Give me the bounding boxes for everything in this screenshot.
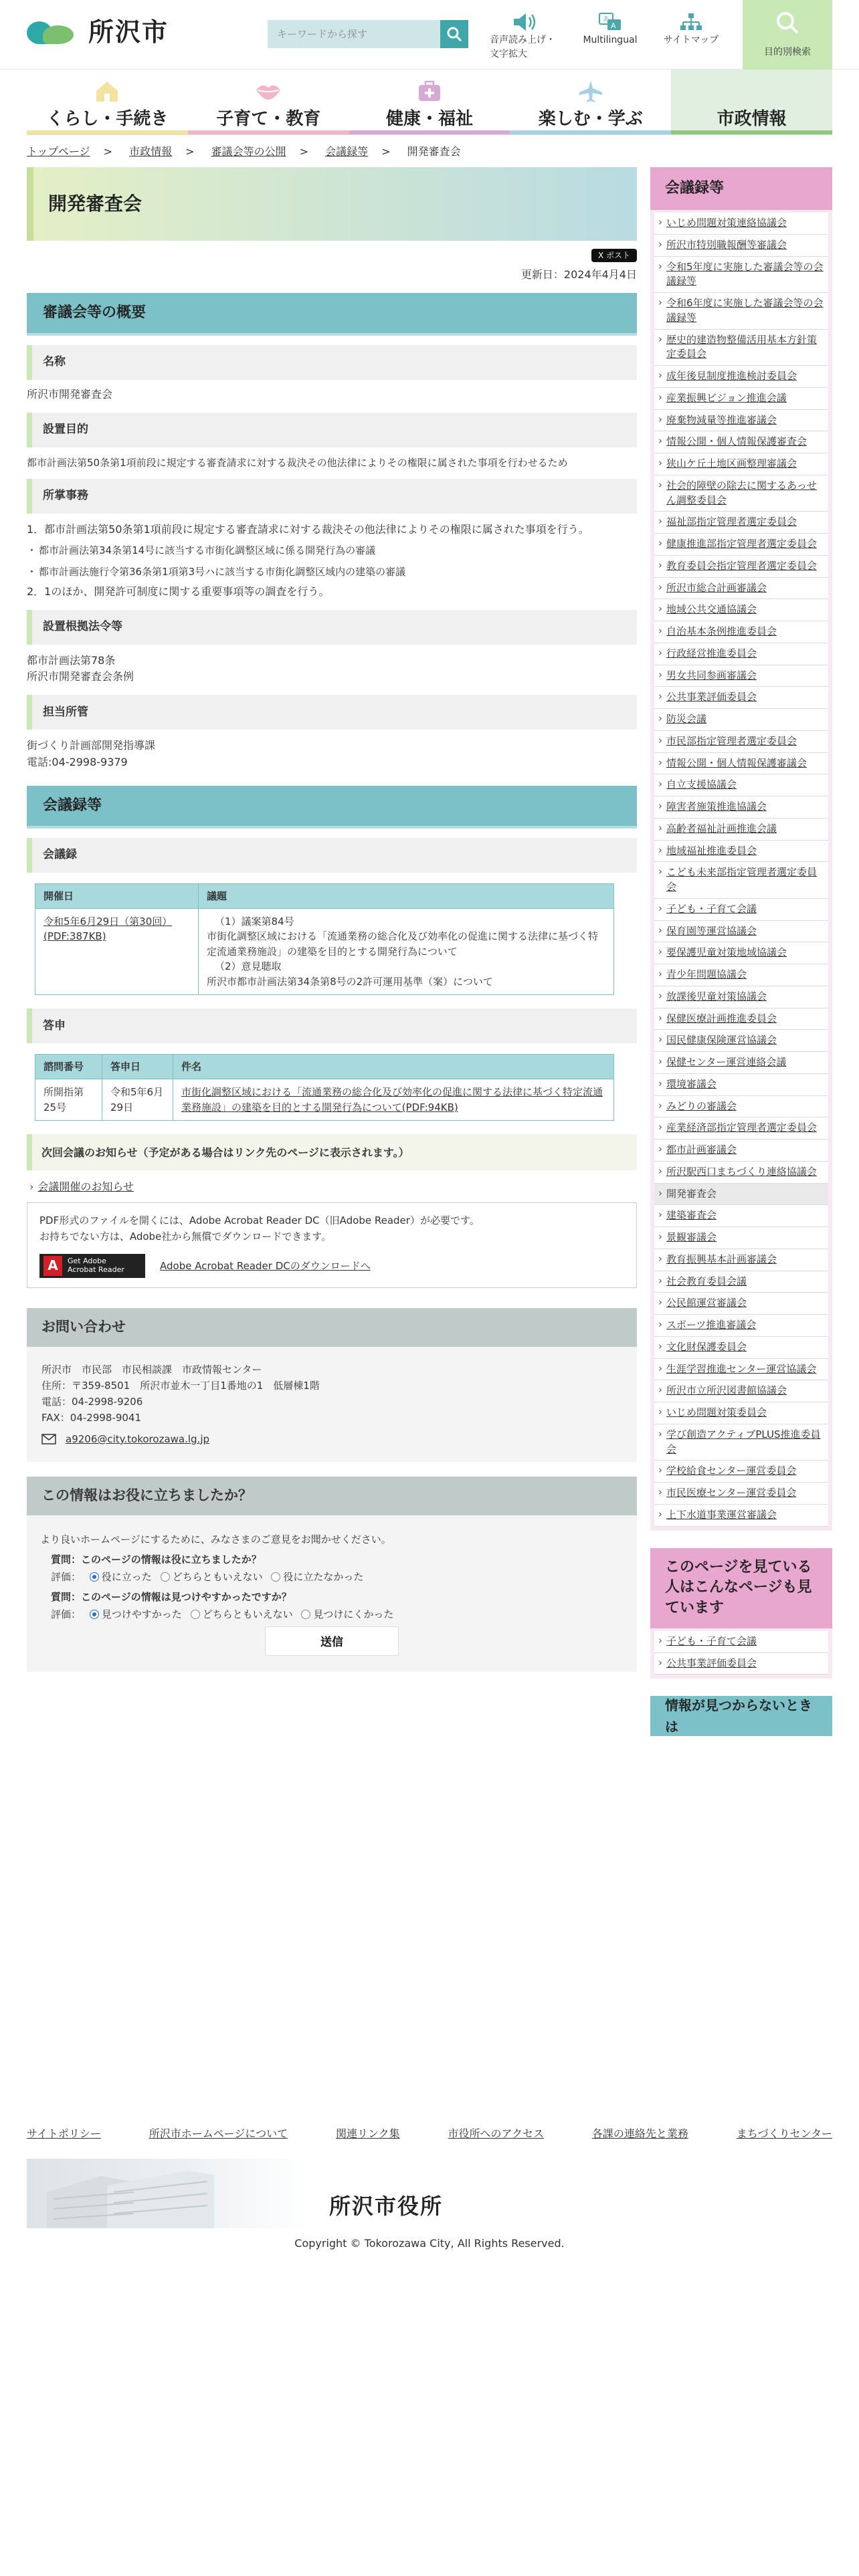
sidebar-item[interactable] (654, 1380, 828, 1402)
nav-label: 楽しむ・学ぶ (538, 109, 643, 129)
sidebar-item[interactable] (654, 819, 828, 841)
nav-item-leisure[interactable] (510, 70, 671, 134)
adobe-download (39, 1254, 624, 1278)
radio-not-helpful[interactable] (271, 1572, 280, 1582)
sitemap-icon (656, 11, 727, 33)
sidebar-item[interactable] (654, 1096, 828, 1118)
next-meeting-heading: 次回会議のお知らせ（予定がある場合はリンク先のページに表示されます。） (27, 1134, 637, 1170)
global-nav (27, 70, 832, 135)
section-heading-minutes: 会議録等 (27, 786, 637, 829)
sidebar-item[interactable] (654, 731, 828, 753)
search-bar (268, 20, 468, 48)
sidebar-item-link[interactable]: 公民館運営審議会 (666, 1297, 747, 1309)
sidebar-item[interactable] (654, 899, 828, 921)
answer-no: 所開指第25号 (35, 1079, 102, 1121)
sidebar-item[interactable] (654, 512, 828, 534)
pdf-note: お持ちでない方は、Adobe社から無償でダウンロードできます。 (39, 1230, 332, 1243)
purpose-search-label: 目的別検索 (764, 47, 811, 58)
nav-color-bar (349, 130, 510, 134)
sidebar-item[interactable] (654, 774, 828, 796)
sidebar-item-link[interactable]: 教育委員会指定管理者選定委員会 (666, 559, 818, 572)
footer-link[interactable]: 所沢市ホームページについて (149, 2127, 288, 2140)
nav-label: 市政情報 (717, 109, 787, 129)
rating-label: 評価： (51, 1608, 82, 1620)
svg-text:A: A (611, 21, 616, 30)
footer-link[interactable]: 市役所へのアクセス (448, 2127, 545, 2140)
contact-line: 住所：〒359-8501 所沢市並木一丁目1番地の1 低層棟1階 (41, 1379, 320, 1392)
sidebar-item[interactable] (654, 257, 828, 294)
sidebar-item-link[interactable]: 情報公開・個人情報保護審査会 (666, 435, 807, 448)
sidebar-item[interactable] (654, 1008, 828, 1031)
feedback-form (27, 1515, 637, 1672)
sidebar-item-link[interactable]: 要保護児童対策地域協議会 (666, 946, 787, 959)
sidebar-item-link[interactable]: 健康推進部指定管理者選定委員会 (666, 538, 818, 550)
sidebar-item[interactable] (654, 1359, 828, 1381)
breadcrumb-link[interactable]: トップページ (27, 145, 90, 158)
multilingual-link[interactable] (574, 11, 646, 47)
sidebar-item-link[interactable]: 文化財保護委員会 (666, 1340, 747, 1353)
related-pages-list (650, 1628, 832, 1679)
sidebar-item[interactable] (654, 1483, 828, 1505)
not-found-link[interactable]: 情報が見つからないときは (650, 1696, 832, 1736)
sidebar-item-link[interactable]: 建築審査会 (666, 1209, 717, 1222)
contact-box (27, 1347, 637, 1462)
related-page-item[interactable] (654, 1653, 828, 1675)
related-pages-heading: このページを見ている人はこんなページも見ています (650, 1548, 832, 1628)
sidebar-item-link[interactable]: 地域福祉推進委員会 (666, 844, 757, 857)
speaker-icon (486, 11, 561, 33)
sidebar-item-link[interactable]: 地域公共交通協議会 (666, 603, 757, 616)
sidebar (650, 167, 832, 1736)
sidebar-item[interactable] (654, 796, 828, 819)
nav-label: 健康・福祉 (385, 109, 473, 129)
section-heading-overview: 審議会等の概要 (27, 293, 637, 336)
topic-line: （1）議案第84号 (215, 915, 294, 928)
answer-heading: 答申 (27, 1008, 637, 1043)
sidebar-item-link[interactable]: 市民医療センター運営委員会 (666, 1487, 797, 1499)
plane-icon (510, 78, 671, 104)
sidebar-item-link[interactable]: 都市計画審議会 (666, 1144, 737, 1156)
sidebar-item-link[interactable]: 令和6年度に実施した審議会等の会議録等 (666, 297, 824, 324)
sidebar-item-link[interactable]: 男女共同参画審議会 (666, 669, 757, 681)
sidebar-item-link[interactable]: 産業経済部指定管理者選定委員会 (666, 1121, 818, 1134)
sidebar-item-link[interactable]: 環境審議会 (666, 1077, 717, 1090)
sidebar-item[interactable] (654, 1461, 828, 1483)
sidebar-item-link[interactable]: 産業振興ビジョン推進会議 (666, 391, 787, 404)
feedback-question-1: 質問：このページの情報は役に立ちましたか？ (51, 1553, 262, 1566)
basis-heading: 設置根拠法令等 (27, 610, 637, 645)
table-header: 答申日 (102, 1055, 173, 1079)
nav-color-bar (510, 130, 671, 134)
sidebar-item[interactable] (654, 665, 828, 687)
next-meeting-row (29, 1178, 637, 1196)
purpose-value: 都市計画法第50条第1項前段に規定する審査請求に対する裁決その他法律によりその権限に属された事項を行わせるため (27, 456, 568, 469)
speech-zoom-link[interactable] (486, 11, 561, 62)
answer-table (35, 1054, 614, 1121)
sidebar-item-link[interactable]: 生涯学習推進センター運営協議会 (666, 1362, 817, 1375)
sidebar-item[interactable] (654, 1402, 828, 1424)
nav-label: 子育て・教育 (216, 109, 321, 129)
house-icon (27, 78, 188, 104)
option-label: 役に立たなかった (283, 1570, 364, 1583)
sidebar-item[interactable] (654, 753, 828, 775)
footer-link[interactable]: 各課の連絡先と業務 (591, 2127, 688, 2140)
affairs-heading: 所掌事務 (27, 479, 637, 514)
city-hall-image (27, 2159, 308, 2228)
sidebar-item[interactable] (654, 599, 828, 621)
topic-line: 市街化調整区域における「流通業務の総合化及び効率化の促進に関する法律に基づく特定流通業務施設」の建築を目的とする開発行為について (207, 930, 599, 958)
sidebar-item[interactable] (654, 1249, 828, 1271)
breadcrumb: トップページ > 市政情報 > 審議会等の公開 > 会議録等 > 開発審査会 (27, 145, 461, 158)
sidebar-item-link[interactable]: いじめ問題対策連絡協議会 (666, 217, 787, 229)
related-page-item[interactable] (654, 1631, 828, 1653)
sidebar-item[interactable] (654, 534, 828, 556)
office-value: 街づくり計画部開発指導課 (27, 739, 156, 752)
sidebar-item-link[interactable]: 所沢市特別職報酬等審議会 (666, 238, 787, 251)
sidebar-item-link[interactable]: 行政経営推進委員会 (666, 647, 757, 659)
site-logo[interactable] (27, 12, 169, 53)
city-hall-title: 所沢市役所 (329, 2193, 444, 2219)
sidebar-item[interactable] (654, 1162, 828, 1184)
related-page-link[interactable]: 公共事業評価委員会 (666, 1656, 757, 1669)
basis-value: 所沢市開発審査会条例 (27, 670, 134, 683)
option-label: 役に立った (101, 1570, 152, 1583)
mail-icon (41, 1434, 56, 1444)
city-emblem-icon (27, 17, 80, 47)
search-button[interactable] (440, 20, 468, 48)
footer-link[interactable]: まちづくりセンター (736, 2127, 832, 2140)
affairs-list (27, 542, 637, 580)
sidebar-item-link[interactable]: 所沢市総合計画審議会 (666, 581, 767, 594)
footer-link[interactable]: サイトポリシー (27, 2127, 101, 2140)
topic-line: 所沢市都市計画法第34条第8号の2許可運用基準（案）について (207, 975, 493, 988)
footer-links (27, 2125, 832, 2143)
sidebar-item-link[interactable]: 開発審査会 (666, 1187, 717, 1200)
sidebar-item[interactable] (654, 1271, 828, 1293)
sidebar-item[interactable] (654, 964, 828, 986)
sidebar-item[interactable] (654, 1030, 828, 1052)
breadcrumb-link[interactable]: 会議録等 (325, 145, 369, 158)
purpose-heading: 設置目的 (27, 413, 637, 447)
sidebar-item-link[interactable]: こども未来部指定管理者選定委員会 (666, 866, 818, 893)
send-button[interactable]: 送信 (265, 1626, 399, 1656)
sidebar-item[interactable] (654, 578, 828, 600)
related-page-link[interactable]: 子ども・子育て会議 (666, 1634, 757, 1647)
sidebar-item[interactable] (654, 687, 828, 709)
sidebar-item[interactable] (654, 709, 828, 731)
table-header: 開催日 (35, 883, 199, 908)
sidebar-list (650, 210, 832, 1531)
main-content (27, 167, 637, 1672)
sidebar-item-link[interactable]: 教育振興基本計画審議会 (666, 1253, 777, 1265)
speech-zoom-label: 音声読み上げ・ 文字拡大 (490, 35, 555, 60)
site-header (0, 0, 859, 70)
name-heading: 名称 (27, 345, 637, 380)
sidebar-item-link[interactable]: 福祉部指定管理者選定委員会 (666, 516, 797, 528)
sidebar-item-link[interactable]: 学び創造アクティブPLUS推進委員会 (666, 1428, 821, 1455)
table-header: 議題 (199, 883, 614, 908)
sidebar-item-link[interactable]: 保育園等運営協議会 (666, 924, 757, 937)
sidebar-item[interactable] (654, 841, 828, 863)
sidebar-item[interactable] (654, 410, 828, 432)
office-heading: 担当所管 (27, 695, 637, 730)
sidebar-item[interactable] (654, 1315, 828, 1337)
nav-color-bar (671, 130, 832, 134)
sidebar-item-link[interactable]: 市民部指定管理者選定委員会 (666, 734, 797, 747)
minutes-table (35, 883, 614, 996)
adobe-download-link[interactable]: Adobe Acrobat Reader DCのダウンロードへ (160, 1259, 371, 1272)
list-item: ・ 都市計画法施行令第36条第1項第3号ハに該当する市街化調整区域内の建築の審議 (27, 564, 637, 580)
affairs-item-1: 1．都市計画法第50条第1項前段に規定する審査請求に対する裁決その他法律によりその権限に属された事項を行う。 (27, 523, 589, 536)
sidebar-item-link[interactable]: 放課後児童対策協議会 (666, 990, 767, 1002)
rating-label: 評価： (51, 1570, 82, 1583)
adobe-reader-badge[interactable] (39, 1254, 145, 1278)
nav-color-bar (27, 130, 188, 134)
sidebar-item[interactable] (654, 1117, 828, 1140)
sidebar-item-link[interactable]: 高齢者福祉計画推進会議 (666, 822, 777, 835)
answer-pdf-link[interactable]: 市街化調整区域における「流通業務の総合化及び効率化の促進に関する法律に基づく特定流通業務施設」の建築を目的とする開発行為について(PDF:94KB) (181, 1086, 603, 1113)
x-post-button[interactable]: X ポスト (591, 249, 637, 262)
multilingual-label: Multilingual (583, 35, 638, 45)
sidebar-item-link[interactable]: 所沢市立所沢図書館協議会 (666, 1384, 787, 1397)
sidebar-item-link[interactable]: スポーツ推進審議会 (666, 1319, 757, 1331)
minutes-pdf-link[interactable]: 令和5年6月29日（第30回）(PDF:387KB) (43, 915, 173, 943)
svg-text:あ: あ (603, 16, 609, 23)
nav-color-bar (188, 130, 349, 134)
copyright: Copyright © Tokorozawa City, All Rights Reserved. (294, 2237, 565, 2250)
sidebar-item[interactable] (654, 942, 828, 964)
feedback-heading: この情報はお役に立ちましたか？ (27, 1477, 637, 1515)
sidebar-item[interactable] (654, 862, 828, 899)
sidebar-item[interactable] (654, 556, 828, 578)
radio-neutral[interactable] (191, 1610, 200, 1619)
radio-easy-to-find[interactable] (90, 1610, 99, 1619)
list-item: ・ 都市計画法第34条第14号に該当する市街化調整区域に係る開発行為の審議 (27, 542, 637, 558)
pdf-notice (27, 1202, 637, 1288)
table-row (35, 908, 614, 995)
sidebar-item[interactable] (654, 475, 828, 512)
contact-line: FAX：04-2998-9041 (41, 1411, 142, 1424)
sidebar-item[interactable] (654, 986, 828, 1008)
nav-item-city-info[interactable] (671, 70, 832, 134)
contact-heading: お問い合わせ (27, 1308, 637, 1347)
option-label: 見つけやすかった (101, 1608, 182, 1620)
feedback-q1-options (51, 1569, 613, 1585)
search-icon (446, 26, 462, 42)
sidebar-item-link[interactable]: 景観審議会 (666, 1231, 717, 1243)
sidebar-item-link[interactable]: 歴史的建造物整備活用基本方針策定委員会 (666, 333, 818, 360)
chevron-right-icon: › (29, 1180, 34, 1194)
sidebar-item-link[interactable]: みどりの審議会 (666, 1099, 737, 1112)
language-icon (574, 11, 646, 33)
page-title: 開発審査会 (27, 167, 637, 241)
option-label: 見つけにくかった (313, 1608, 394, 1620)
nav-label: くらし・手続き (46, 109, 169, 129)
minutes-heading: 会議録 (27, 838, 637, 873)
medical-bag-icon (349, 78, 510, 104)
sidebar-item[interactable] (654, 921, 828, 943)
breadcrumb-link[interactable]: 審議会等の公開 (211, 145, 286, 158)
sidebar-item-link[interactable]: 公共事業評価委員会 (666, 691, 757, 704)
sidebar-item-link[interactable]: 情報公開・個人情報保護審議会 (666, 756, 807, 769)
sidebar-item[interactable] (654, 1293, 828, 1315)
sidebar-item[interactable] (654, 388, 828, 410)
search-input[interactable] (268, 20, 440, 48)
sidebar-item[interactable] (654, 1205, 828, 1227)
sitemap-link[interactable] (656, 11, 727, 47)
sidebar-heading: 会議録等 (650, 167, 832, 210)
affairs-item-2: 2．1のほか、開発許可制度に関する重要事項等の調査を行う。 (27, 584, 330, 598)
sidebar-item[interactable] (654, 213, 828, 235)
basis-value: 都市計画法第78条 (27, 653, 116, 667)
option-label: どちらともいえない (202, 1608, 293, 1620)
footer-visual (27, 2159, 832, 2228)
topic-line: （2）意見聴取 (215, 960, 282, 973)
sidebar-item[interactable] (654, 1424, 828, 1461)
nav-item-childcare[interactable] (188, 70, 349, 134)
sidebar-item[interactable] (654, 453, 828, 475)
lips-icon (188, 78, 349, 104)
sidebar-item-link[interactable]: 自立支援協議会 (666, 778, 737, 791)
sidebar-item[interactable] (654, 366, 828, 388)
option-label: どちらともいえない (172, 1570, 263, 1583)
sidebar-item[interactable] (654, 330, 828, 366)
sidebar-item-link[interactable]: 自治基本条例推進委員会 (666, 625, 777, 637)
sidebar-item-link[interactable]: 青少年問題協議会 (666, 968, 747, 980)
office-phone: 電話:04-2998-9379 (27, 756, 128, 769)
breadcrumb-link[interactable]: 市政情報 (129, 145, 173, 158)
purpose-search-button[interactable] (743, 0, 832, 70)
sidebar-item-link[interactable]: 廃棄物減量等推進審議会 (666, 413, 777, 426)
updated-date: 更新日：2024年4月4日 (520, 268, 637, 281)
feedback-question-2: 質問：このページの情報は見つけやすかったですか？ (51, 1590, 292, 1603)
sidebar-item-link[interactable]: 成年後見制度推進検討委員会 (666, 370, 797, 382)
contact-email-link[interactable]: a9206@city.tokorozawa.lg.jp (66, 1432, 210, 1445)
table-header: 件名 (173, 1055, 614, 1079)
sidebar-item-link[interactable]: 所沢駅西口まちづくり連絡協議会 (666, 1165, 817, 1178)
sidebar-item-link[interactable]: 障害者施策推進協議会 (666, 800, 767, 813)
sidebar-item[interactable] (654, 1337, 828, 1359)
radio-helpful[interactable] (90, 1572, 99, 1582)
sidebar-item[interactable] (654, 431, 828, 453)
sidebar-item-link[interactable]: いじめ問題対策委員会 (666, 1406, 767, 1418)
sitemap-label: サイトマップ (663, 35, 719, 45)
sidebar-item-link[interactable]: 上下水道事業運営審議会 (666, 1508, 777, 1521)
feedback-q2-options (51, 1606, 613, 1622)
radio-hard-to-find[interactable] (301, 1610, 310, 1619)
sidebar-item[interactable] (654, 643, 828, 665)
sidebar-item-link[interactable]: 社会教育委員会議 (666, 1275, 747, 1287)
sidebar-item[interactable] (654, 293, 828, 330)
sidebar-item[interactable] (654, 1227, 828, 1249)
site-logo-text: 所沢市 (88, 17, 169, 47)
next-meeting-link[interactable]: 会議開催のお知らせ (37, 1180, 134, 1194)
pdf-note: PDF形式のファイルを開くには、Adobe Acrobat Reader DC（旧Adobe Reader）が必要です。 (39, 1214, 480, 1226)
sidebar-item-link[interactable]: 保健医療計画推進委員会 (666, 1012, 777, 1025)
contact-email-row (41, 1431, 622, 1447)
nav-item-living[interactable] (27, 70, 188, 134)
adobe-badge-text: Get Adobe Acrobat Reader (68, 1257, 124, 1274)
acrobat-icon: A (43, 1256, 62, 1276)
sidebar-item-link[interactable]: 子ども・子育て会議 (666, 902, 757, 915)
sidebar-item[interactable] (654, 1140, 828, 1162)
sidebar-item[interactable] (654, 1184, 828, 1206)
name-value: 所沢市開発審査会 (27, 388, 113, 401)
sidebar-item[interactable] (654, 1505, 828, 1527)
sidebar-item-link[interactable]: 保健センター運営連絡会議 (666, 1056, 787, 1068)
feedback-intro: より良いホームページにするために、みなさまのご意見をお聞かせください。 (40, 1533, 391, 1545)
sidebar-item[interactable] (654, 235, 828, 257)
contact-line: 電話：04-2998-9206 (41, 1395, 143, 1408)
breadcrumb-current: 開発審査会 (407, 145, 461, 158)
sidebar-item[interactable] (654, 1052, 828, 1074)
sidebar-item[interactable] (654, 1074, 828, 1096)
sidebar-item[interactable] (654, 621, 828, 643)
table-row (35, 1079, 614, 1121)
sidebar-item-link[interactable]: 防災会議 (666, 713, 707, 725)
footer-link[interactable]: 関連リンク集 (335, 2127, 400, 2140)
sidebar-item-link[interactable]: 令和5年度に実施した審議会等の会議録等 (666, 260, 824, 288)
sidebar-item-link[interactable]: 国民健康保険運営協議会 (666, 1034, 777, 1047)
sidebar-item-link[interactable]: 社会的障壁の除去に関するあっせん調整委員会 (666, 479, 817, 506)
nav-item-health[interactable] (349, 70, 510, 134)
table-header: 諮問番号 (35, 1055, 102, 1079)
sidebar-item-link[interactable]: 学校給食センター運営委員会 (666, 1465, 797, 1477)
sidebar-item-link[interactable]: 狭山ケ丘土地区画整理審議会 (666, 457, 797, 469)
search-icon (774, 9, 801, 36)
contact-line: 所沢市 市民部 市民相談課 市政情報センター (41, 1363, 262, 1376)
radio-neutral[interactable] (161, 1572, 170, 1582)
answer-date: 令和5年6月29日 (102, 1079, 173, 1121)
